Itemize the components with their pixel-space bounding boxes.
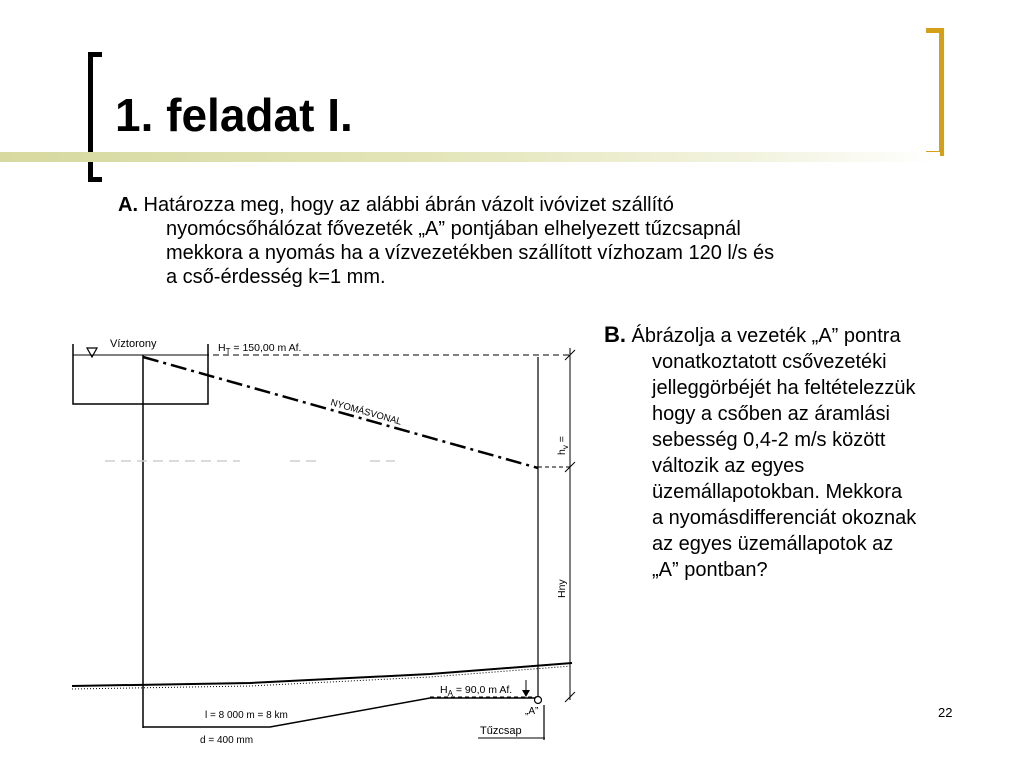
task-b-line-4: hogy a csőben az áramlási xyxy=(652,403,890,425)
pipe-length-label: l = 8 000 m = 8 km xyxy=(205,710,288,721)
task-b-line-9: az egyes üzemállapotok az xyxy=(652,533,894,555)
ha-arrow-icon xyxy=(522,690,530,697)
task-b-line-2: vonatkoztatott csővezetéki xyxy=(652,351,887,373)
task-b-line-6: változik az egyes xyxy=(652,455,805,477)
task-a-line-2: nyomócsőhálózat fővezeték „A” pontjában elhelyezett tűzcsapnál xyxy=(166,218,741,240)
task-b-label: B. xyxy=(604,322,626,347)
water-tower xyxy=(73,344,208,728)
ht-label: $H_T = 150,00$ m Af. xyxy=(218,342,302,356)
dimension-line xyxy=(565,348,575,702)
hv-label: $h_v$ = xyxy=(556,436,570,455)
task-b-line-3: jelleggörbéjét ha feltételezzük xyxy=(652,377,916,399)
point-a-label: „A” xyxy=(525,706,539,717)
pipe-diameter-label: d = 400 mm xyxy=(200,735,254,746)
task-b-line-1: B. Ábrázolja a vezeték „A” pontra xyxy=(604,322,901,347)
page-number: 22 xyxy=(938,705,953,720)
task-b-line-7: üzemállapotokban. Mekkora xyxy=(652,481,903,503)
hny-label: Hny xyxy=(556,579,568,598)
task-a-line-1: A. Határozza meg, hogy az alábbi ábrán vázolt ivóvizet szállító xyxy=(118,194,674,216)
task-b-line-10: „A” pontban? xyxy=(652,559,768,581)
task-a-label: A. xyxy=(118,194,138,216)
task-a-line-3: mekkora a nyomás ha a vízvezetékben szállított vízhozam 120 l/s és xyxy=(166,242,775,264)
hydrant-label: Tűzcsap xyxy=(480,725,522,737)
water-level-icon xyxy=(87,348,97,357)
main-pipeline xyxy=(143,698,538,727)
task-b-line-5: sebesség 0,4-2 m/s között xyxy=(652,429,886,451)
ha-label: $H_A = 90,0$ m Af. xyxy=(440,684,513,698)
point-a-marker xyxy=(535,697,542,704)
slide-title: 1. feladat I. xyxy=(115,89,353,141)
tower-label: Víztorony xyxy=(110,338,157,350)
pressure-line-label: NYOMÁSVONAL xyxy=(329,397,403,428)
task-b-line-8: a nyomásdifferenciát okoznak xyxy=(652,507,917,529)
pressure-line xyxy=(143,357,538,468)
task-a-line-4: a cső-érdesség k=1 mm. xyxy=(166,266,386,288)
